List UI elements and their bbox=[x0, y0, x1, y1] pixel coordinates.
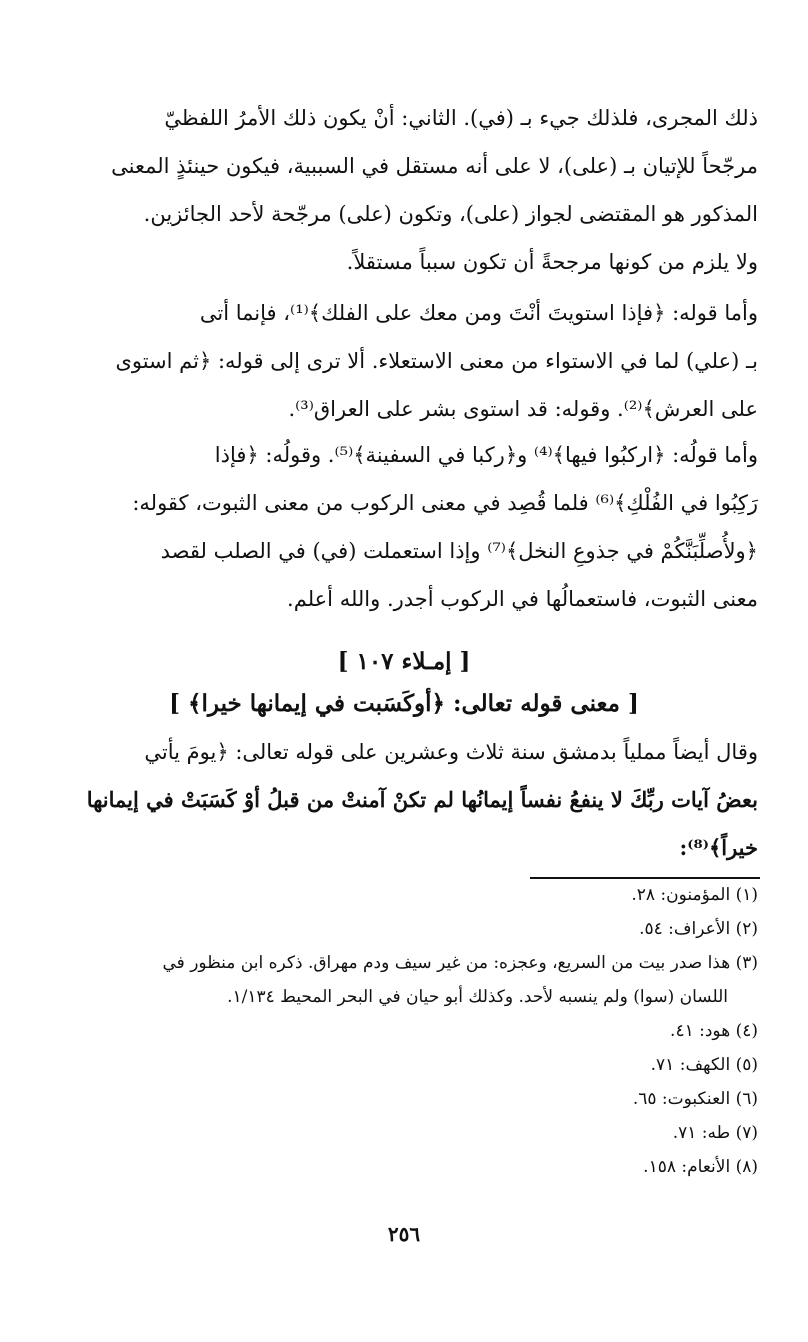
text-line: المذكور هو المقتضى لجواز (على)، وتكون (على) مرجّحة لأحد الجائزين. bbox=[143, 202, 758, 226]
footnote-3-continued: اللسان (سوا) ولم ينسبه لأحد. وكذلك أبو حيان في البحر المحيط ١/١٣٤. bbox=[227, 987, 728, 1007]
paragraph-2 bbox=[50, 289, 758, 433]
text-line: وأما قوله: ﴿فإذا استويتَ أنْتَ ومن معك على الفلك﴾⁽¹⁾، فإنما أتى bbox=[199, 301, 758, 325]
section-number-heading: [ إمـلاء ١٠٧ ] bbox=[337, 648, 471, 675]
text-line: على العرش﴾⁽²⁾. وقوله: قد استوى بشر على العراق⁽³⁾. bbox=[288, 397, 758, 421]
footnote-5: (٥) الكهف: ٧١. bbox=[650, 1055, 758, 1075]
section-title-heading: [ معنى قوله تعالى: ﴿أوكَسَبت في إيمانها خيرا﴾ ] bbox=[169, 690, 639, 717]
footnote-6: (٦) العنكبوت: ٦٥. bbox=[632, 1089, 758, 1109]
text-line: بـ (علي) لما في الاستواء من معنى الاستعلاء. ألا ترى إلى قوله: ﴿ثم استوى bbox=[115, 349, 758, 373]
footnote-3: (٣) هذا صدر بيت من السريع، وعجزه: من غير سيف ودم مهراق. ذكره ابن منظور في bbox=[162, 953, 758, 973]
text-line: معنى الثبوت، فاستعمالُها في الركوب أجدر. والله أعلم. bbox=[287, 587, 758, 611]
text-line: وقال أيضاً مملياً بدمشق سنة ثلاث وعشرين على قوله تعالى: ﴿يومَ يأتي bbox=[144, 740, 758, 764]
text-line: رَكِبُوا في الفُلْكِ﴾⁽⁶⁾ فلما قُصِد في معنى الركوب من معنى الثبوت، كقوله: bbox=[132, 491, 758, 515]
text-line: خيراً﴾⁽⁸⁾: bbox=[679, 835, 758, 860]
footnote-7: (٧) طه: ٧١. bbox=[672, 1123, 758, 1143]
text-line: بعضُ آيات ربِّكَ لا ينفعُ نفساً إيمانُها لم تكنْ آمنتْ من قبلُ أوْ كَسَبَتْ في إيمانها bbox=[86, 787, 758, 812]
footnote-1: (١) المؤمنون: ٢٨. bbox=[631, 885, 758, 905]
text-line: وأما قولُه: ﴿اركبُوا فيها﴾⁽⁴⁾ و﴿ركبا في السفينة﴾⁽⁵⁾. وقولُه: ﴿فإذا bbox=[214, 443, 758, 467]
text-line: ﴿ولأُصلِّبَنَّكُمْ في جذوعِ النخل﴾⁽⁷⁾ وإذا استعملت (في) في الصلب لقصد bbox=[160, 539, 758, 563]
text-line: مرجّحاً للإتيان بـ (على)، لا على أنه مستقل في السببية، فيكون حينئذٍ المعنى bbox=[111, 154, 758, 178]
text-line: ولا يلزم من كونها مرجحةً أن تكون سبباً مستقلاً. bbox=[346, 250, 758, 274]
footnote-2: (٢) الأعراف: ٥٤. bbox=[639, 919, 758, 939]
page-number: ٢٥٦ bbox=[387, 1222, 421, 1246]
text-line: ذلك المجرى، فلذلك جيء بـ (في). الثاني: أنْ يكون ذلك الأمرُ اللفظيّ bbox=[164, 106, 758, 130]
paragraph-1 bbox=[50, 94, 758, 286]
footnote-8: (٨) الأنعام: ١٥٨. bbox=[643, 1157, 758, 1177]
paragraph-4 bbox=[50, 728, 758, 872]
paragraph-3 bbox=[50, 431, 758, 623]
footnote-4: (٤) هود: ٤١. bbox=[670, 1021, 758, 1041]
